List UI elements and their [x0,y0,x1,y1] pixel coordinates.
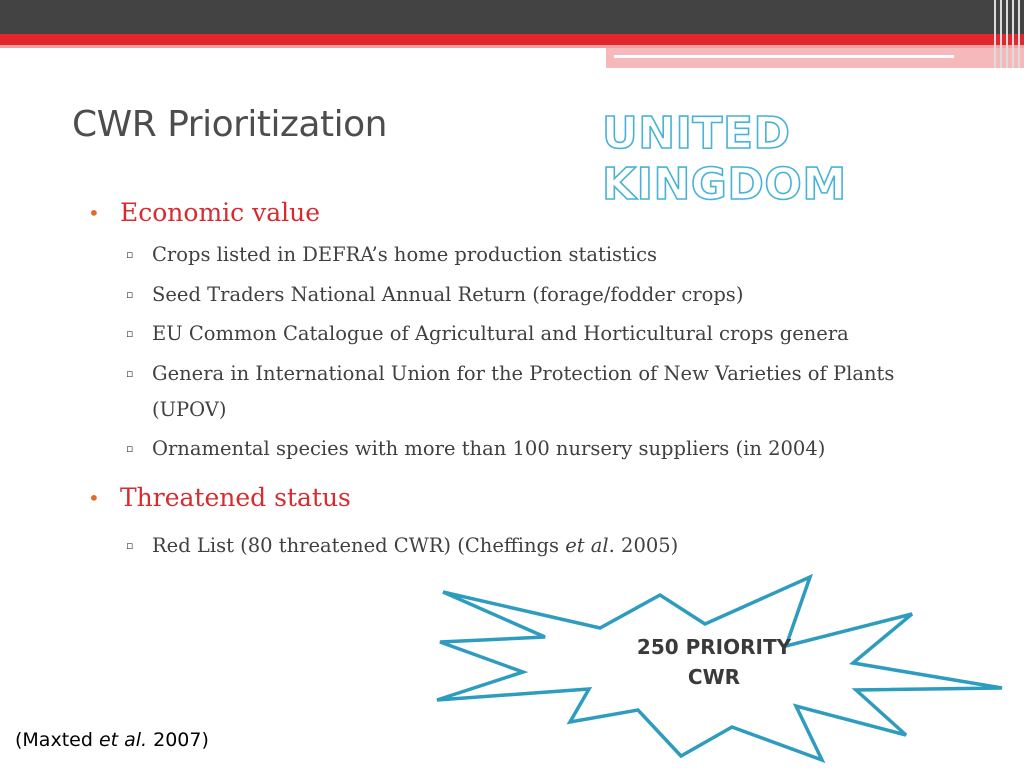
square-bullet-icon: ▫ [126,539,134,552]
citation: (Maxted et al. 2007) [15,729,209,751]
square-bullet-icon: ▫ [126,288,134,301]
country-label: UNITED KINGDOM [602,108,847,210]
square-bullet-icon: ▫ [126,248,134,261]
square-bullet-icon: ▫ [126,367,134,380]
square-bullet-icon: ▫ [126,442,134,455]
bullet-dot-icon: • [88,201,100,225]
slide-title: CWR Prioritization [72,104,387,145]
square-bullet-icon: ▫ [126,327,134,340]
section-heading: Economic value [120,198,321,227]
section-heading: Threatened status [120,483,351,512]
bullet-dot-icon: • [88,486,100,510]
priority-callout-text: 250 PRIORITY CWR [636,635,792,689]
